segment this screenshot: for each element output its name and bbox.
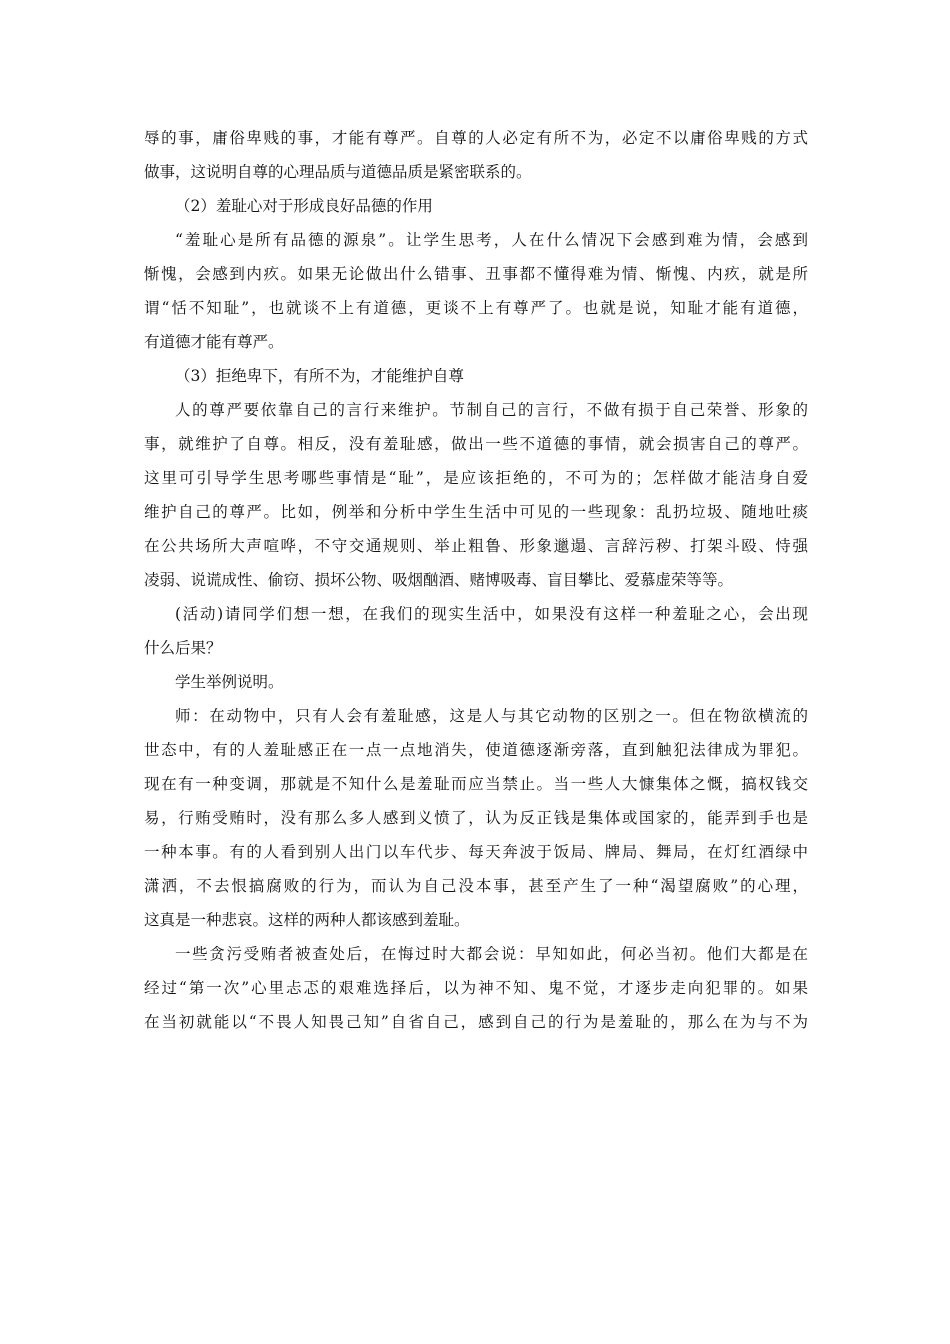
text-line: 这真是一种悲哀。这样的两种人都该感到羞耻。 — [144, 911, 470, 929]
text-line: 经过“第一次”心里忐忑的艰难选择后，以为神不知、鬼不觉，才逐步走向犯罪的。如果 — [144, 979, 808, 997]
text-line: 一些贪污受贿者被查处后，在悔过时大都会说：早知如此，何必当初。他们大都是在 — [175, 945, 808, 963]
text-line: （2）羞耻心对于形成良好品德的作用 — [175, 197, 433, 215]
text-line: 惭愧，会感到内疚。如果无论做出什么错事、丑事都不懂得难为情、惭愧、内疚，就是所 — [144, 265, 808, 283]
text-line: 现在有一种变调，那就是不知什么是羞耻而应当禁止。当一些人大慷集体之慨，搞权钱交 — [144, 775, 808, 793]
text-line: 辱的事，庸俗卑贱的事，才能有尊严。自尊的人必定有所不为，必定不以庸俗卑贱的方式 — [144, 129, 808, 147]
text-line: 维护自己的尊严。比如，例举和分析中学生生活中可见的一些现象：乱扔垃圾、随地吐痰 — [144, 503, 808, 521]
text-line: 一种本事。有的人看到别人出门以车代步、每天奔波于饭局、牌局、舞局，在灯红酒绿中 — [144, 843, 808, 861]
text-line: (活动)请同学们想一想，在我们的现实生活中，如果没有这样一种羞耻之心，会出现 — [175, 605, 808, 623]
text-line: 什么后果？ — [144, 639, 222, 657]
text-line: 事，就维护了自尊。相反，没有羞耻感，做出一些不道德的事情，就会损害自己的尊严。 — [144, 435, 808, 453]
text-line: 在公共场所大声喧哗，不守交通规则、举止粗鲁、形象邋遢、言辞污秽、打架斗殴、恃强 — [144, 537, 808, 555]
text-line: 师：在动物中，只有人会有羞耻感，这是人与其它动物的区别之一。但在物欲横流的 — [175, 707, 808, 725]
text-line: 学生举例说明。 — [175, 673, 284, 691]
text-line: 潇洒，不去恨搞腐败的行为，而认为自己没本事，甚至产生了一种“渴望腐败”的心理， — [144, 877, 808, 895]
text-line: 人的尊严要依靠自己的言行来维护。节制自己的言行，不做有损于自己荣誉、形象的 — [175, 401, 808, 419]
text-line: 在当初就能以“不畏人知畏己知”自省自己，感到自己的行为是羞耻的，那么在为与不为 — [144, 1013, 808, 1031]
text-line: 有道德才能有尊严。 — [144, 333, 284, 351]
text-line: 做事，这说明自尊的心理品质与道德品质是紧密联系的。 — [144, 163, 532, 181]
text-line: 这里可引导学生思考哪些事情是“耻”，是应该拒绝的，不可为的；怎样做才能洁身自爱 — [144, 469, 808, 487]
text-line: 谓“恬不知耻”，也就谈不上有道德，更谈不上有尊严了。也就是说，知耻才能有道德， — [144, 299, 808, 317]
text-line: （3）拒绝卑下，有所不为，才能维护自尊 — [175, 367, 464, 385]
text-line: 凌弱、说谎成性、偷窃、损坏公物、吸烟酗酒、赌博吸毒、盲目攀比、爱慕虚荣等等。 — [144, 571, 734, 589]
text-line: 易，行贿受贿时，没有那么多人感到义愤了，认为反正钱是集体或国家的，能弄到手也是 — [144, 809, 808, 827]
text-line: “羞耻心是所有品德的源泉”。让学生思考，人在什么情况下会感到难为情，会感到 — [175, 231, 808, 249]
body-text — [144, 121, 808, 1039]
text-line: 世态中，有的人羞耻感正在一点一点地消失，使道德逐渐旁落，直到触犯法律成为罪犯。 — [144, 741, 808, 759]
